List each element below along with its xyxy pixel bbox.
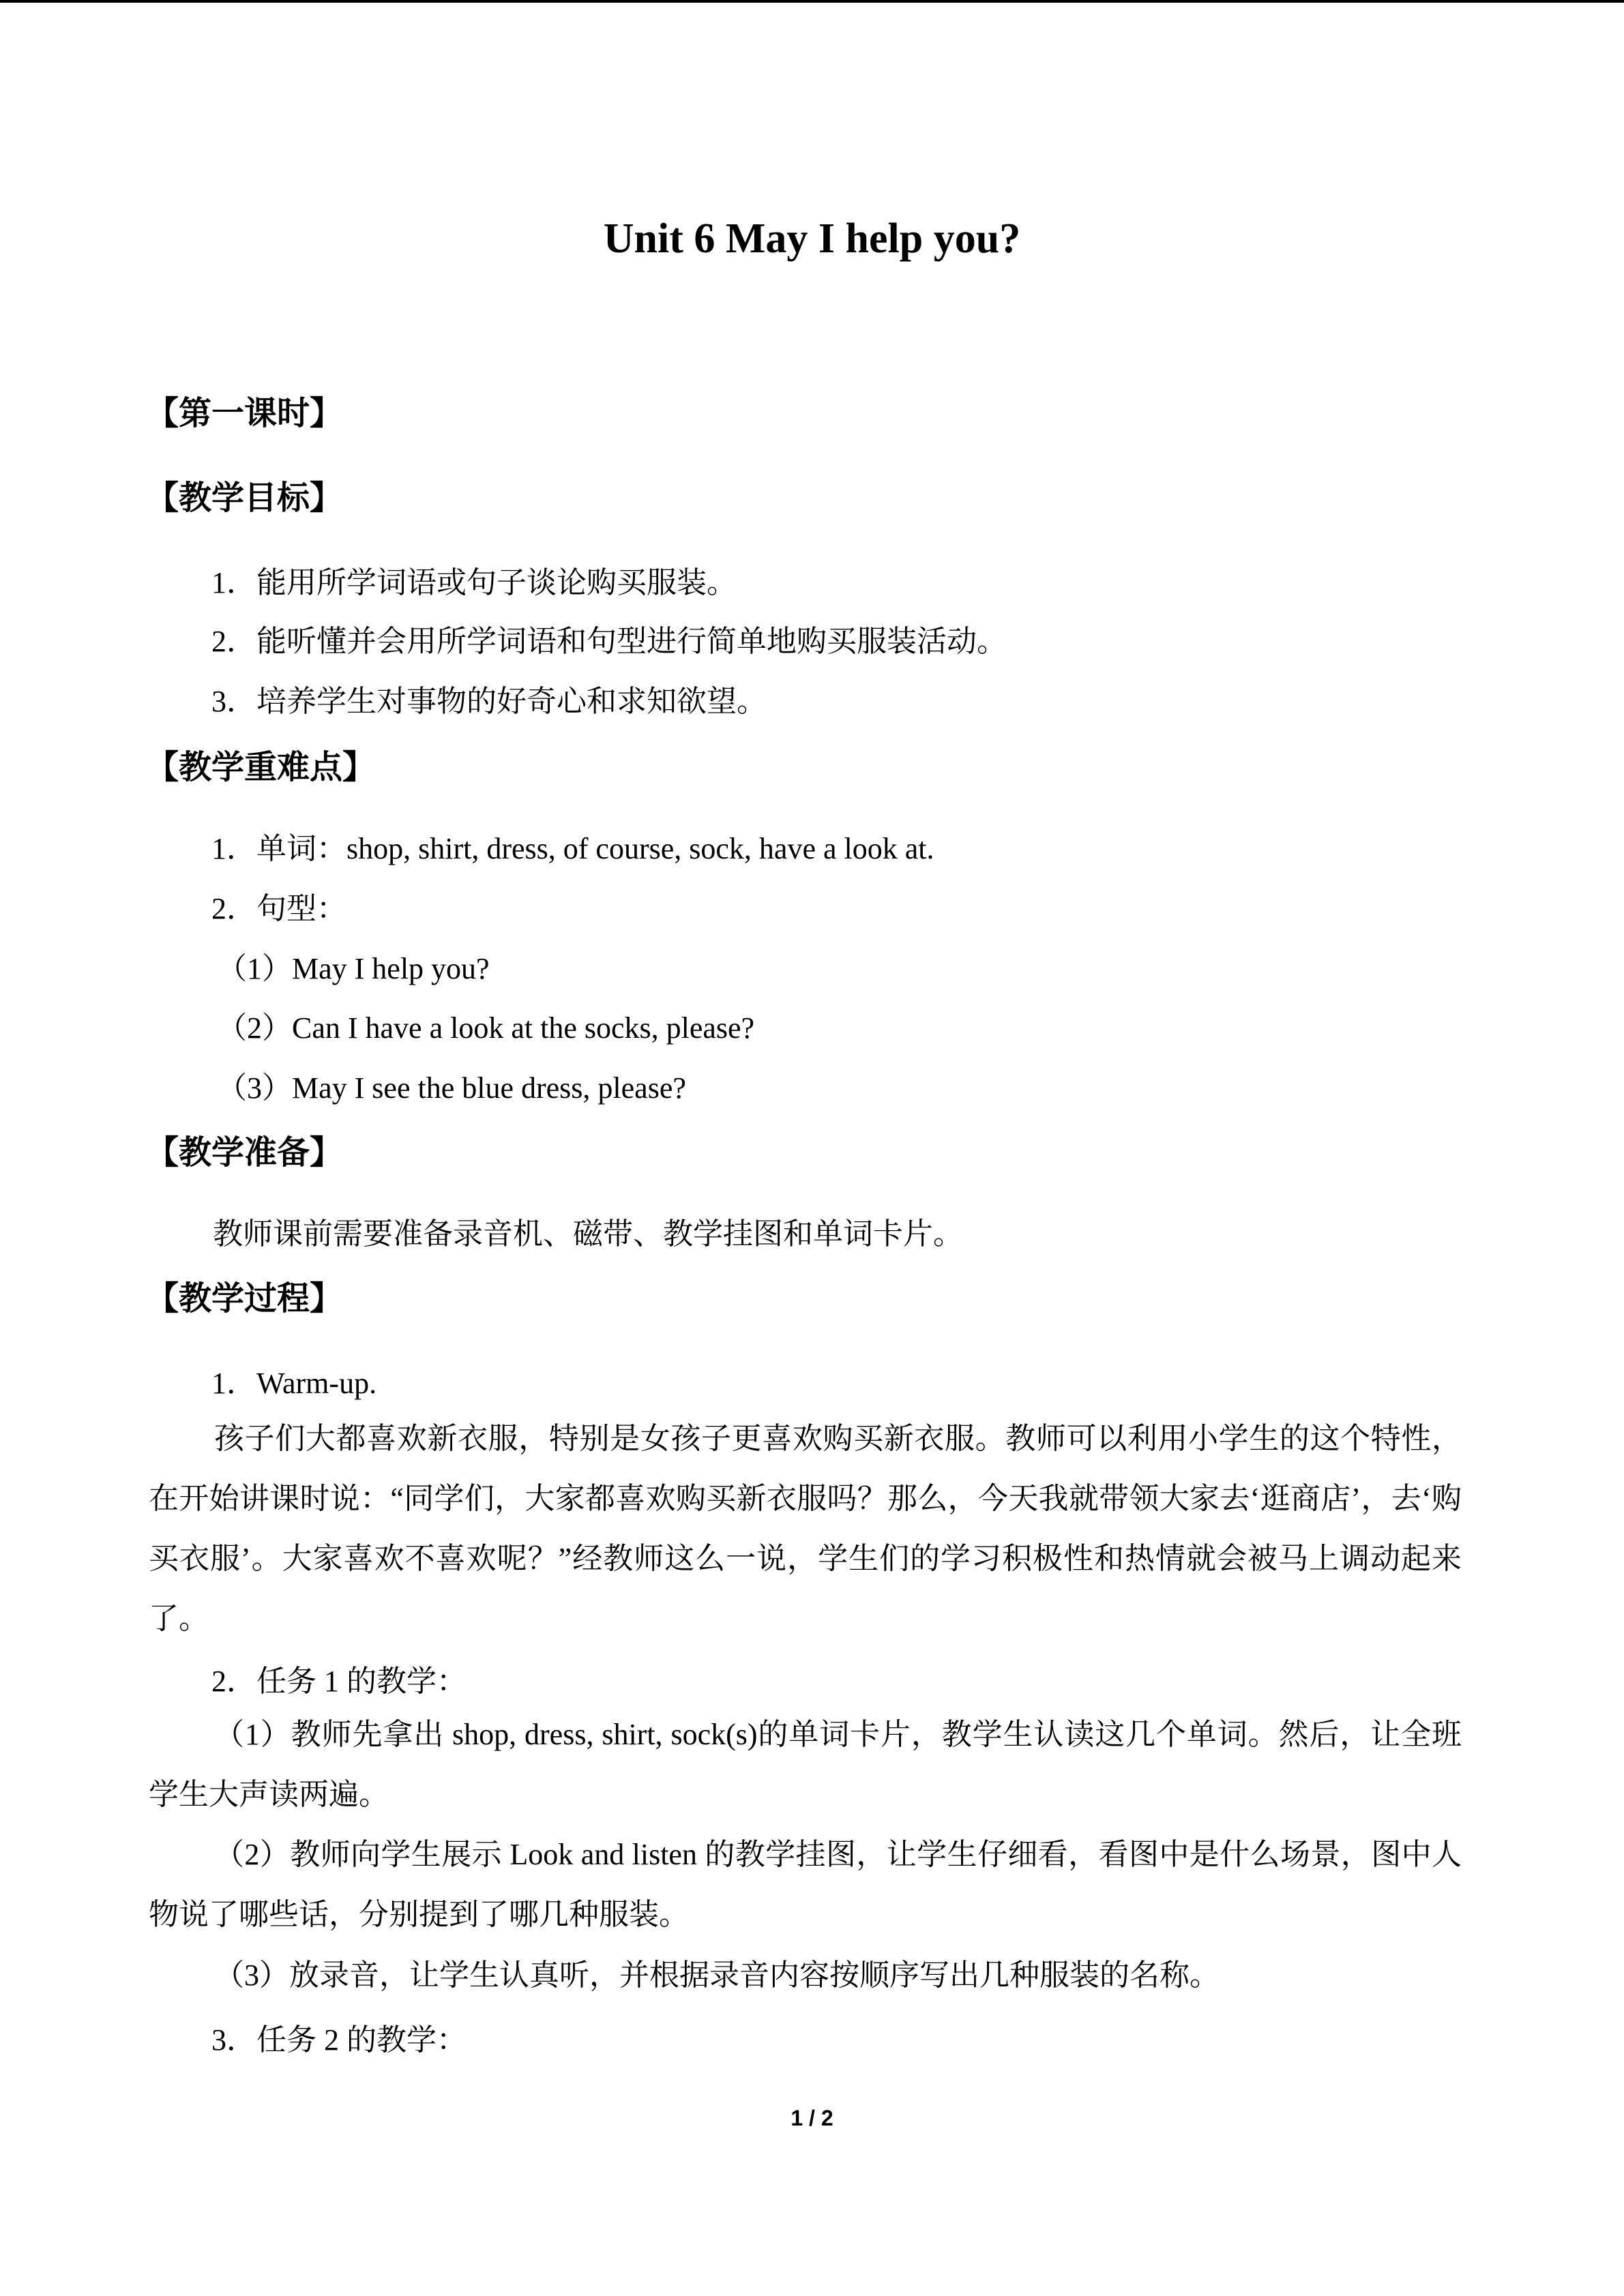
task1-item-3: （3）放录音，让学生认真听，并根据录音内容按顺序写出几种服装的名称。 [214,1958,1220,1992]
process-step-2: 2．任务 1 的教学： [211,1665,467,1698]
process-step-3: 3．任务 2 的教学： [211,2023,467,2057]
objective-item-1: 1．能用所学词语或句子谈论购买服装。 [211,566,737,599]
sentence-item-1: （1）May I help you? [217,952,490,985]
preparation-text: 教师课前需要准备录音机、磁带、教学挂图和单词卡片。 [213,1217,963,1251]
objective-item-2: 2．能听懂并会用所学词语和句型进行简单地购买服装活动。 [211,625,1007,658]
sentences-label: 2．句型： [211,892,346,925]
process-heading: 【教学过程】 [146,1279,343,1317]
page-title: Unit 6 May I help you? [603,215,1021,262]
objective-item-3: 3．培养学生对事物的好奇心和求知欲望。 [211,685,767,718]
objectives-heading: 【教学目标】 [146,479,343,517]
sentence-item-2: （2）Can I have a look at the socks, please? [217,1011,755,1045]
top-border [0,0,1624,3]
preparation-heading: 【教学准备】 [146,1133,343,1172]
page-number: 1 / 2 [791,2106,833,2130]
key-words-line: 1．单词：shop, shirt, dress, of course, sock, have a look at. [211,832,934,865]
key-points-heading: 【教学重难点】 [146,748,376,786]
sentence-item-3: （3）May I see the blue dress, please? [217,1071,686,1105]
lesson-heading: 【第一课时】 [146,394,343,432]
warmup-paragraph: 孩子们大都喜欢新衣服，特别是女孩子更喜欢购买新衣服。教师可以利用小学生的这个特性，在开始讲课时说：“同学们，大家都喜欢购买新衣服吗？那么，今天我就带领大家去‘逛商店’，去‘购买衣服’。大家喜欢不喜欢呢？”经教师这么一说，学生们的学习积极性和热情就会被马上调动起来了。 [149,1422,1462,1635]
task1-item-1: （1）教师先拿出 shop, dress, shirt, sock(s)的单词卡片，教学生认读这几个单词。然后，让全班学生大声读两遍。 [149,1718,1462,1811]
task1-item-2: （2）教师向学生展示 Look and listen 的教学挂图，让学生仔细看，看图中是什么场景，图中人物说了哪些话，分别提到了哪几种服装。 [149,1838,1462,1931]
process-step-1: 1．Warm-up. [211,1367,377,1400]
